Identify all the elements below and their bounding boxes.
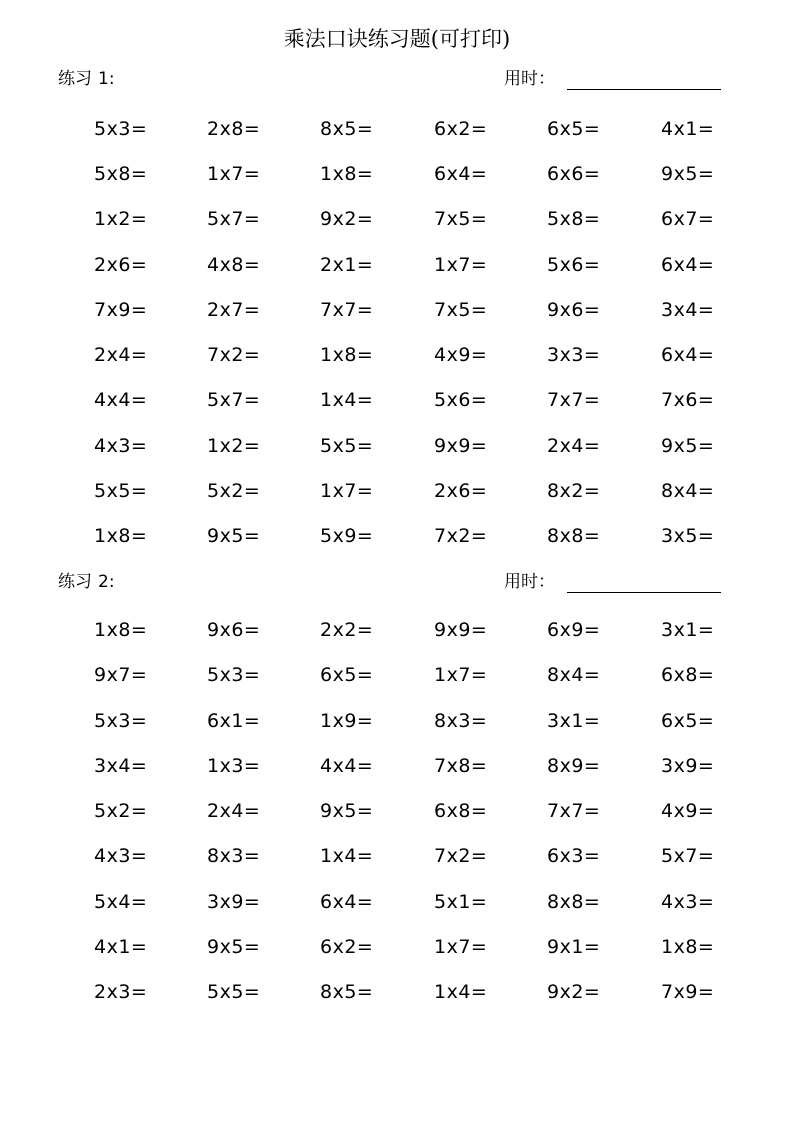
problem-item: 4x3= — [661, 891, 715, 913]
problem-item: 7x5= — [434, 208, 488, 230]
problem-item: 9x5= — [207, 525, 261, 547]
problem-item: 5x5= — [94, 480, 148, 502]
section-label — [58, 570, 115, 594]
problem-row — [0, 114, 794, 144]
section-label-text: 练习 — [58, 69, 92, 89]
problem-item: 6x6= — [547, 163, 601, 185]
problem-item: 7x9= — [661, 981, 715, 1003]
problem-item: 8x5= — [320, 981, 374, 1003]
problem-item: 8x4= — [661, 480, 715, 502]
problem-item: 5x5= — [320, 435, 374, 457]
problem-item: 6x8= — [661, 664, 715, 686]
problem-item: 7x7= — [547, 389, 601, 411]
problem-row — [0, 250, 794, 280]
problem-item: 5x2= — [94, 800, 148, 822]
problem-item: 9x5= — [320, 800, 374, 822]
problem-item: 7x2= — [434, 845, 488, 867]
problem-item: 8x3= — [434, 710, 488, 732]
problem-row — [0, 295, 794, 325]
section-label-text: 练习 — [58, 572, 92, 592]
problem-item: 6x3= — [547, 845, 601, 867]
time-label: 用时： — [504, 572, 555, 592]
problem-item: 4x9= — [434, 344, 488, 366]
problem-item: 9x7= — [94, 664, 148, 686]
problem-item: 6x2= — [320, 936, 374, 958]
problem-item: 6x7= — [661, 208, 715, 230]
problem-row — [0, 660, 794, 690]
problem-item: 2x4= — [94, 344, 148, 366]
problem-item: 1x2= — [94, 208, 148, 230]
problem-item: 7x2= — [207, 344, 261, 366]
problem-item: 6x4= — [661, 344, 715, 366]
problem-item: 1x7= — [207, 163, 261, 185]
problem-item: 6x4= — [661, 254, 715, 276]
problem-row — [0, 977, 794, 1007]
problem-item: 1x7= — [434, 936, 488, 958]
problem-item: 6x4= — [434, 163, 488, 185]
problem-item: 2x7= — [207, 299, 261, 321]
problem-item: 4x3= — [94, 435, 148, 457]
problem-item: 5x2= — [207, 480, 261, 502]
problem-item: 6x9= — [547, 619, 601, 641]
problem-item: 1x3= — [207, 755, 261, 777]
problem-item: 1x2= — [207, 435, 261, 457]
problem-item: 2x6= — [94, 254, 148, 276]
section-label — [58, 67, 115, 91]
problem-item: 8x4= — [547, 664, 601, 686]
problem-item: 3x5= — [661, 525, 715, 547]
problem-item: 4x3= — [94, 845, 148, 867]
problem-item: 9x1= — [547, 936, 601, 958]
problem-item: 1x8= — [661, 936, 715, 958]
problem-item: 3x4= — [661, 299, 715, 321]
problem-item: 3x4= — [94, 755, 148, 777]
problem-item: 8x8= — [547, 525, 601, 547]
problem-row — [0, 431, 794, 461]
problem-item: 9x5= — [207, 936, 261, 958]
problem-item: 5x6= — [547, 254, 601, 276]
problem-item: 5x7= — [207, 208, 261, 230]
problem-item: 7x7= — [547, 800, 601, 822]
problem-item: 8x2= — [547, 480, 601, 502]
problem-item: 1x4= — [434, 981, 488, 1003]
problem-item: 3x9= — [207, 891, 261, 913]
problem-item: 9x6= — [547, 299, 601, 321]
problem-item: 9x5= — [661, 163, 715, 185]
problem-item: 1x4= — [320, 389, 374, 411]
problem-item: 2x4= — [207, 800, 261, 822]
problem-item: 1x7= — [434, 664, 488, 686]
time-answer-line[interactable] — [567, 89, 721, 90]
problem-item: 8x8= — [547, 891, 601, 913]
problem-row — [0, 751, 794, 781]
problem-item: 3x9= — [661, 755, 715, 777]
problem-item: 2x6= — [434, 480, 488, 502]
problem-item: 4x4= — [320, 755, 374, 777]
problem-item: 9x5= — [661, 435, 715, 457]
time-answer-line[interactable] — [567, 592, 721, 593]
problem-row — [0, 932, 794, 962]
problem-item: 6x1= — [207, 710, 261, 732]
problem-item: 1x9= — [320, 710, 374, 732]
problem-item: 6x5= — [547, 118, 601, 140]
time-label: 用时： — [504, 69, 555, 89]
problem-item: 4x1= — [94, 936, 148, 958]
problem-item: 5x8= — [94, 163, 148, 185]
problem-item: 8x3= — [207, 845, 261, 867]
problem-item: 4x1= — [661, 118, 715, 140]
problem-row — [0, 615, 794, 645]
problem-item: 4x8= — [207, 254, 261, 276]
problem-item: 8x9= — [547, 755, 601, 777]
problem-item: 5x1= — [434, 891, 488, 913]
problem-item: 3x3= — [547, 344, 601, 366]
problem-item: 2x4= — [547, 435, 601, 457]
problem-row — [0, 385, 794, 415]
problem-row — [0, 887, 794, 917]
problem-item: 6x4= — [320, 891, 374, 913]
problem-item: 9x2= — [547, 981, 601, 1003]
problem-item: 5x5= — [207, 981, 261, 1003]
problem-item: 7x6= — [661, 389, 715, 411]
page-title: 乘法口诀练习题(可打印) — [283, 27, 511, 51]
problem-item: 1x8= — [94, 525, 148, 547]
problem-item: 9x9= — [434, 435, 488, 457]
problem-item: 5x3= — [94, 710, 148, 732]
problem-item: 5x3= — [207, 664, 261, 686]
problem-item: 1x8= — [320, 344, 374, 366]
problem-item: 4x9= — [661, 800, 715, 822]
problem-row — [0, 159, 794, 189]
problem-row — [0, 476, 794, 506]
problem-item: 5x8= — [547, 208, 601, 230]
problem-item: 5x4= — [94, 891, 148, 913]
section-number: 2: — [98, 572, 115, 592]
problem-item: 5x7= — [207, 389, 261, 411]
problem-item: 9x9= — [434, 619, 488, 641]
section-number: 1: — [98, 69, 115, 89]
problem-item: 5x3= — [94, 118, 148, 140]
problem-item: 3x1= — [661, 619, 715, 641]
problem-row — [0, 706, 794, 736]
problem-item: 6x5= — [320, 664, 374, 686]
problem-item: 2x2= — [320, 619, 374, 641]
problem-item: 3x1= — [547, 710, 601, 732]
problem-item: 2x8= — [207, 118, 261, 140]
problem-row — [0, 796, 794, 826]
problem-item: 1x8= — [320, 163, 374, 185]
problem-item: 7x2= — [434, 525, 488, 547]
problem-item: 5x9= — [320, 525, 374, 547]
problem-row — [0, 204, 794, 234]
problem-item: 2x3= — [94, 981, 148, 1003]
problem-item: 4x4= — [94, 389, 148, 411]
problem-row — [0, 340, 794, 370]
problem-item: 9x2= — [320, 208, 374, 230]
problem-item: 6x8= — [434, 800, 488, 822]
problem-item: 5x6= — [434, 389, 488, 411]
problem-row — [0, 521, 794, 551]
problem-item: 7x5= — [434, 299, 488, 321]
problem-item: 7x8= — [434, 755, 488, 777]
problem-item: 6x5= — [661, 710, 715, 732]
problem-item: 7x7= — [320, 299, 374, 321]
problem-item: 8x5= — [320, 118, 374, 140]
problem-item: 7x9= — [94, 299, 148, 321]
problem-item: 9x6= — [207, 619, 261, 641]
problem-item: 1x4= — [320, 845, 374, 867]
problem-item: 2x1= — [320, 254, 374, 276]
problem-row — [0, 841, 794, 871]
problem-item: 1x7= — [320, 480, 374, 502]
problem-item: 5x7= — [661, 845, 715, 867]
problem-item: 1x8= — [94, 619, 148, 641]
problem-item: 6x2= — [434, 118, 488, 140]
problem-item: 1x7= — [434, 254, 488, 276]
